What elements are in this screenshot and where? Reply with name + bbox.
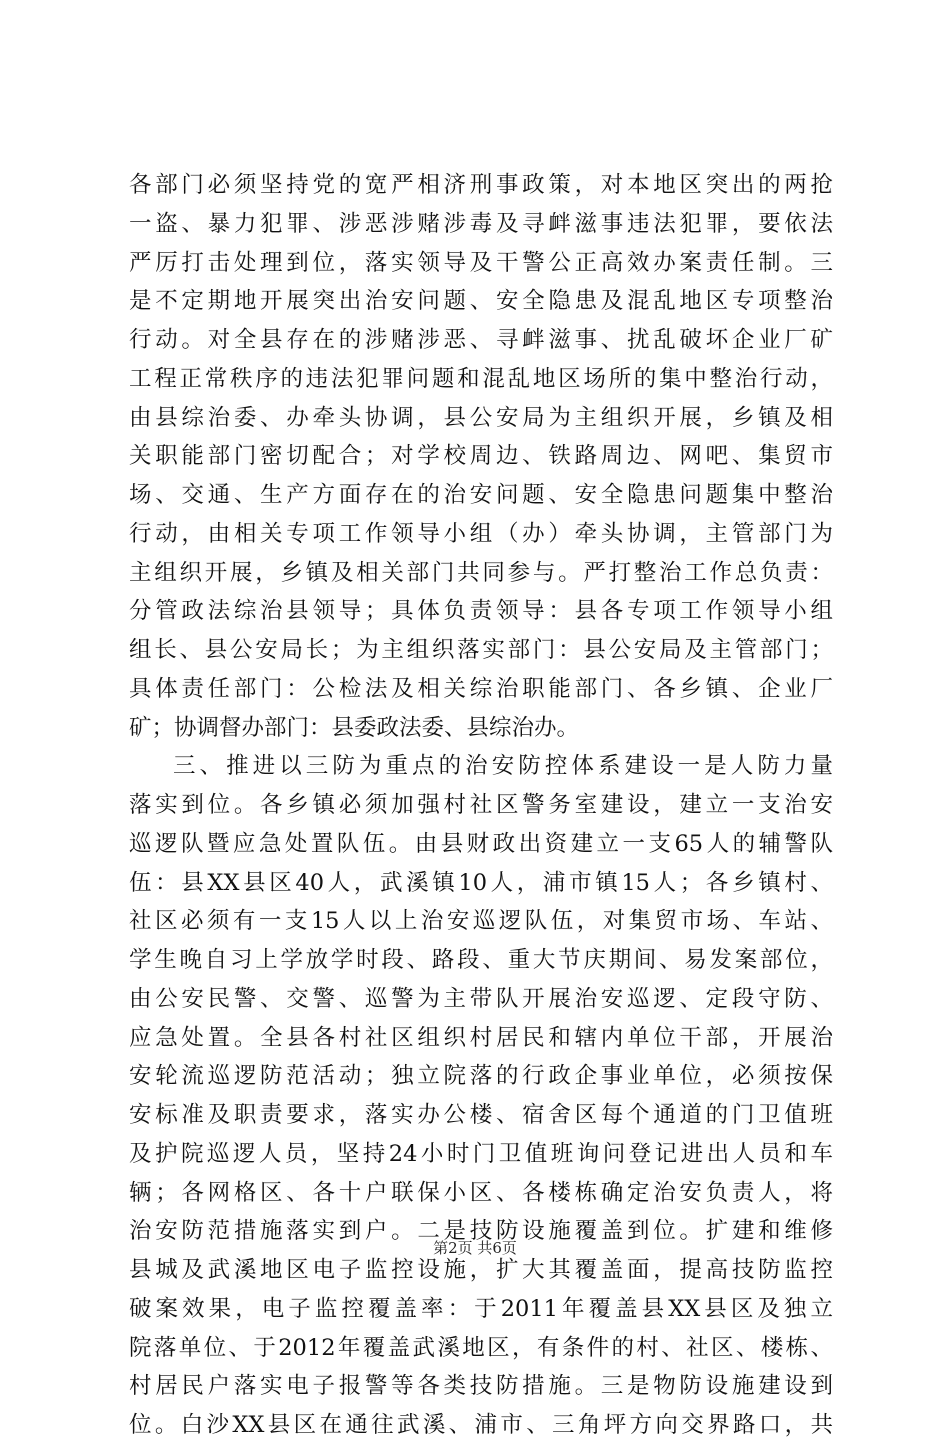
- text-line: 村居民户落实电子报警等各类技防措施。三是物防设施建设到: [129, 1373, 833, 1400]
- text-line: 组长、县公安局长；为主组织落实部门：县公安局及主管部门；: [129, 637, 833, 663]
- text-line: 落实到位。各乡镇必须加强村社区警务室建设，建立一支治安: [129, 792, 833, 818]
- paragraph-end-line: 矿；协调督办部门：县委政法委、县综治办。: [129, 714, 580, 741]
- page-footer: 第2页 共6页: [433, 1239, 517, 1257]
- text-line: 及护院巡逻人员，坚持24小时门卫值班询问登记进出人员和车: [129, 1140, 833, 1167]
- text-line: 社区必须有一支15人以上治安巡逻队伍，对集贸市场、车站、: [129, 908, 833, 935]
- text-line: 巡逻队暨应急处置队伍。由县财政出资建立一支65人的辅警队: [129, 830, 833, 857]
- text-line: 位。白沙XX县区在通往武溪、浦市、三角坪方向交界路口，共: [129, 1412, 833, 1438]
- text-line: 主组织开展，乡镇及相关部门共同参与。严打整治工作总负责：: [129, 559, 833, 586]
- text-line: 安标准及职责要求，落实办公楼、宿舍区每个通道的门卫值班: [129, 1102, 833, 1128]
- text-line: 各部门必须坚持党的宽严相济刑事政策，对本地区突出的两抢: [129, 172, 833, 198]
- text-line: 县城及武溪地区电子监控设施，扩大其覆盖面，提高技防监控: [129, 1257, 833, 1283]
- text-line: 具体责任部门：公检法及相关综治职能部门、各乡镇、企业厂: [129, 675, 833, 702]
- text-line: 工程正常秩序的违法犯罪问题和混乱地区场所的集中整治行动，: [129, 365, 833, 392]
- text-line: 辆；各网格区、各十户联保小区、各楼栋确定治安负责人，将: [129, 1179, 833, 1206]
- text-line: 院落单位、于2012年覆盖武溪地区，有条件的村、社区、楼栋、: [129, 1334, 833, 1361]
- text-line: 安轮流巡逻防范活动；独立院落的行政企事业单位，必须按保: [129, 1063, 833, 1090]
- text-line: 一盗、暴力犯罪、涉恶涉赌涉毒及寻衅滋事违法犯罪，要依法: [129, 210, 833, 237]
- text-line: 行动。对全县存在的涉赌涉恶、寻衅滋事、扰乱破坏企业厂矿: [129, 327, 833, 353]
- text-line: 应急处置。全县各村社区组织村居民和辖内单位干部，开展治: [129, 1024, 833, 1051]
- text-line: 破案效果，电子监控覆盖率：于2011年覆盖县XX县区及独立: [129, 1295, 833, 1322]
- text-line: 伍：县XX县区40人，武溪镇10人，浦市镇15人；各乡镇村、: [129, 869, 833, 896]
- text-line: 由县综治委、办牵头协调，县公安局为主组织开展，乡镇及相: [129, 404, 833, 431]
- text-line: 场、交通、生产方面存在的治安问题、安全隐患问题集中整治: [129, 482, 833, 508]
- text-line: 分管政法综治县领导；具体负责领导：县各专项工作领导小组: [129, 598, 833, 625]
- text-line: 关职能部门密切配合；对学校周边、铁路周边、网吧、集贸市: [129, 443, 833, 470]
- text-line: 行动，由相关专项工作领导小组（办）牵头协调，主管部门为: [129, 520, 833, 547]
- text-line: 治安防范措施落实到户。二是技防设施覆盖到位。扩建和维修: [129, 1218, 833, 1245]
- text-line: 学生晚自习上学放学时段、路段、重大节庆期间、易发案部位，: [129, 947, 833, 973]
- text-line: 由公安民警、交警、巡警为主带队开展治安巡逻、定段守防、: [129, 985, 833, 1012]
- text-line: 严厉打击处理到位，落实领导及干警公正高效办案责任制。三: [129, 249, 833, 276]
- text-line: 是不定期地开展突出治安问题、安全隐患及混乱地区专项整治: [129, 288, 833, 315]
- paragraph-start-line: 三、推进以三防为重点的治安防控体系建设一是人防力量: [173, 753, 833, 780]
